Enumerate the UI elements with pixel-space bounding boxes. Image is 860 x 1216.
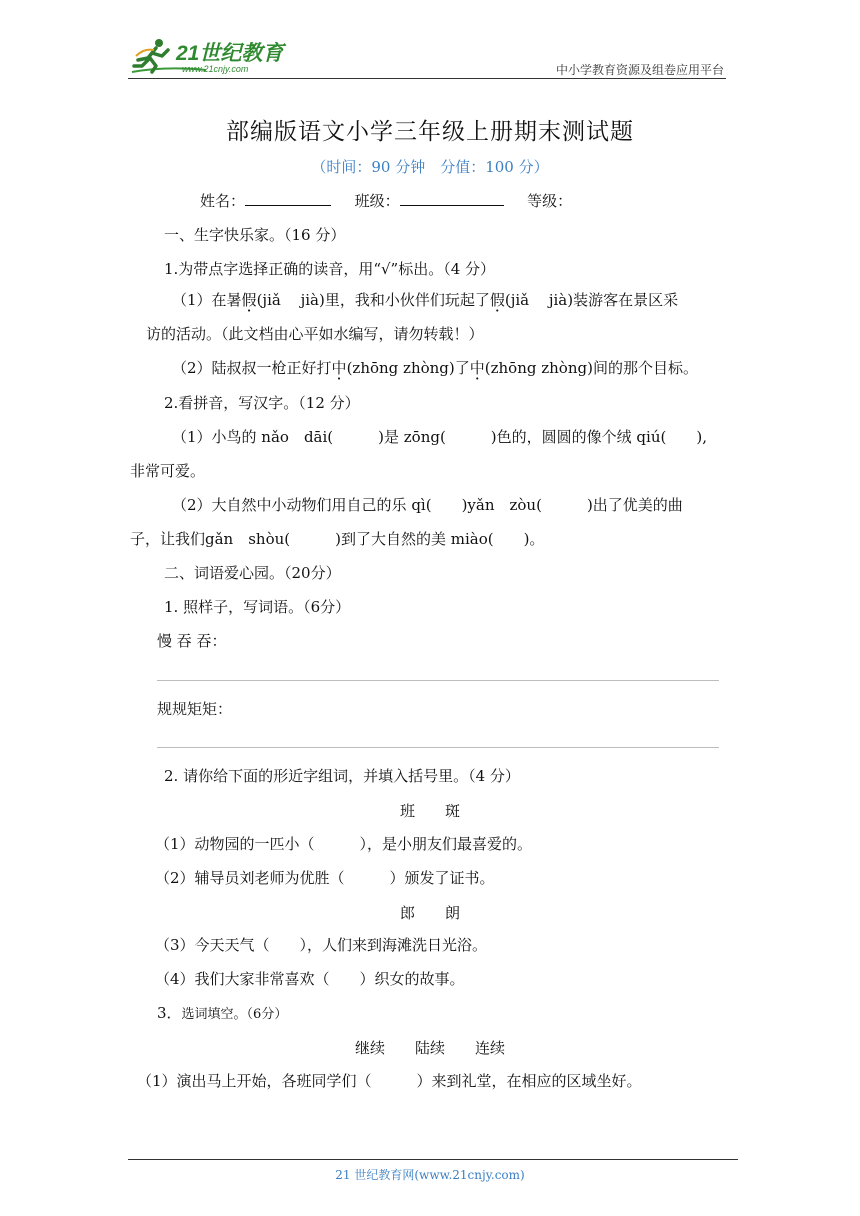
name-field[interactable] (245, 191, 331, 206)
footer-text: 21 世纪教育网(www.21cnjy.com) (335, 1168, 525, 1182)
site-logo (126, 36, 291, 78)
s2-q2-item4: （4）我们大家非常喜欢（ ）织女的故事。 (155, 970, 465, 988)
header-divider (128, 78, 726, 79)
info-line (200, 191, 572, 211)
char-pair-1: 班 斑 (399, 802, 460, 820)
q2-item1-line2: 非常可爱。 (130, 462, 206, 480)
q2-item1-line1: （1）小鸟的 nǎo dāi( )是 zōng( )色的，圆圆的像个绒 qiú( ), (172, 428, 707, 446)
logo-url-text: www.21cnjy.com (182, 64, 249, 74)
platform-text: 中小学教育资源及组卷应用平台 (555, 63, 724, 77)
dotted-char: 中 (469, 359, 485, 377)
word-choices: 继续 陆续 连续 (354, 1039, 505, 1057)
section1-heading: 一、生字快乐家。（16 分） (164, 226, 346, 244)
s2-q1-example2: 规规矩矩： (157, 700, 233, 718)
name-label: 姓名： (200, 192, 246, 210)
page-title: 部编版语文小学三年级上册期末测试题 (226, 119, 634, 145)
dotted-char: 假 (241, 291, 257, 309)
q1-prompt: 1.为带点字选择正确的读音，用“√”标出。（4 分） (164, 260, 496, 278)
q1-item1-line2: 访的活动。（此文档由心平如水编写，请勿转载！） (146, 325, 484, 343)
s2-q2-item3: （3）今天天气（ ），人们来到海滩洗日光浴。 (155, 936, 488, 954)
s2-q3-prompt: 3．选词填空。（6分） (157, 1004, 288, 1022)
q1-item2: （2）陆叔叔一枪正好打中(zhōng zhòng)了中(zhōng zhòng)间的那个目标。 (172, 359, 698, 377)
footer-divider (128, 1159, 738, 1160)
s2-q2-item2: （2）辅导员刘老师为优胜（ ）颁发了证书。 (155, 869, 495, 887)
dotted-char: 假 (489, 291, 505, 309)
section2-heading: 二、词语爱心园。（20分） (164, 564, 341, 582)
q1-item1-line1: （1）在暑假(jiǎ jià)里，我和小伙伴们玩起了假(jiǎ jià)装游客在景区采 (172, 291, 679, 309)
q2-item2-line1: （2）大自然中小动物们用自己的乐 qì( )yǎn zòu( )出了优美的曲 (172, 496, 683, 514)
s2-q1-prompt: 1. 照样子，写词语。（6分） (164, 598, 351, 616)
q2-prompt: 2.看拼音，写汉字。（12 分） (164, 394, 360, 412)
s2-q1-example1: 慢 吞 吞： (157, 632, 227, 650)
answer-line-2[interactable] (157, 747, 719, 748)
s2-q3-item1: （1）演出马上开始，各班同学们（ ）来到礼堂，在相应的区域坐好。 (137, 1072, 642, 1090)
char-pair-2: 郎 朗 (399, 904, 460, 922)
logo-figure-icon (126, 36, 291, 78)
s2-q2-prompt: 2. 请你给下面的形近字组词，并填入括号里。（4 分） (164, 767, 520, 785)
class-field[interactable] (400, 191, 504, 206)
grade-label: 等级： (527, 192, 573, 210)
answer-line-1[interactable] (157, 680, 719, 681)
dotted-char: 中 (331, 359, 347, 377)
class-label: 班级： (354, 192, 400, 210)
q2-item2-line2: 子，让我们gǎn shòu( )到了大自然的美 miào( )。 (130, 530, 545, 548)
s2-q2-item1: （1）动物园的一匹小（ ），是小朋友们最喜爱的。 (155, 835, 533, 853)
page-subtitle: （时间：90 分钟 分值：100 分） (311, 158, 549, 176)
logo-text: 21世纪教育 (176, 42, 284, 65)
